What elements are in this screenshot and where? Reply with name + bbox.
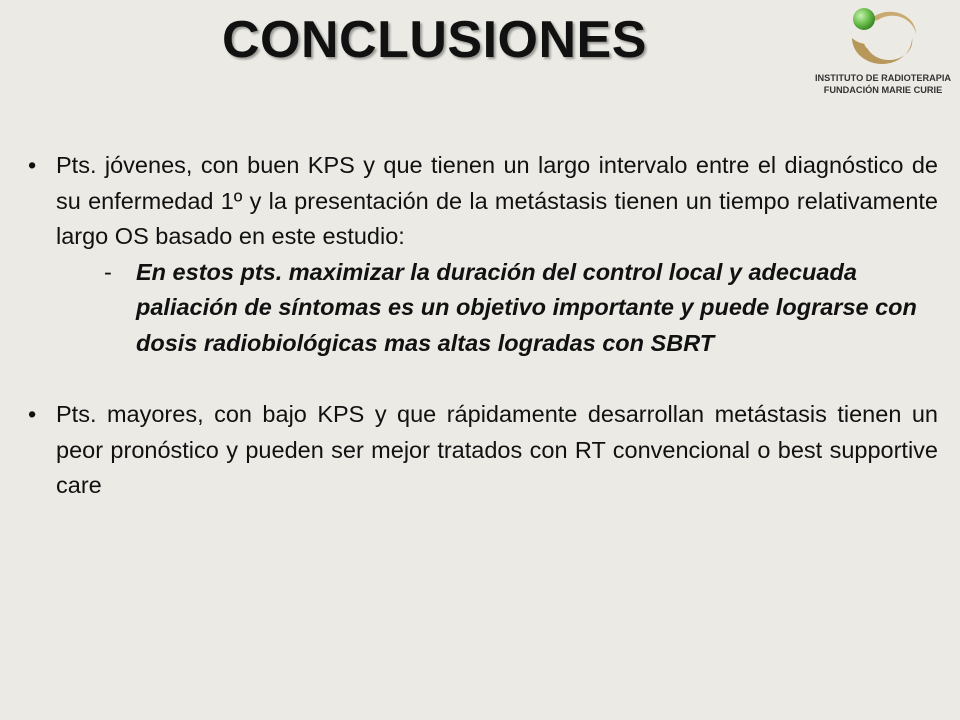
sub-bullet-text: En estos pts. maximizar la duración del control local y adecuada paliación de síntomas es un objetivo importante y puede lograrse con dosis radiobiológicas mas altas logradas con SBRT [136, 258, 917, 356]
bullet-marker: • [28, 401, 37, 427]
bullet-text: Pts. mayores, con bajo KPS y que rápidamente desarrollan metástasis tienen un peor pronóstico y pueden ser mejor tratados con RT convencional o best supportive care [56, 401, 938, 498]
sub-bullet-marker: - [104, 258, 112, 285]
sub-bullet-item [28, 255, 938, 362]
bullet-marker: • [28, 152, 37, 178]
logo-line-2: FUNDACIÓN MARIE CURIE [823, 85, 943, 95]
logo-emblem-icon [842, 4, 924, 70]
bullet-text: Pts. jóvenes, con buen KPS y que tienen un largo intervalo entre el diagnóstico de su enfermedad 1º y la presentación de la metástasis tienen un tiempo relativamente largo OS basado en este estudio: [56, 152, 938, 249]
slide-title: CONCLUSIONES [222, 11, 647, 69]
logo-line-1: INSTITUTO DE RADIOTERAPIA [814, 73, 952, 83]
bullet-item [28, 397, 938, 504]
institute-logo [812, 4, 954, 100]
slide-content [28, 148, 938, 504]
bullet-item [28, 148, 938, 255]
